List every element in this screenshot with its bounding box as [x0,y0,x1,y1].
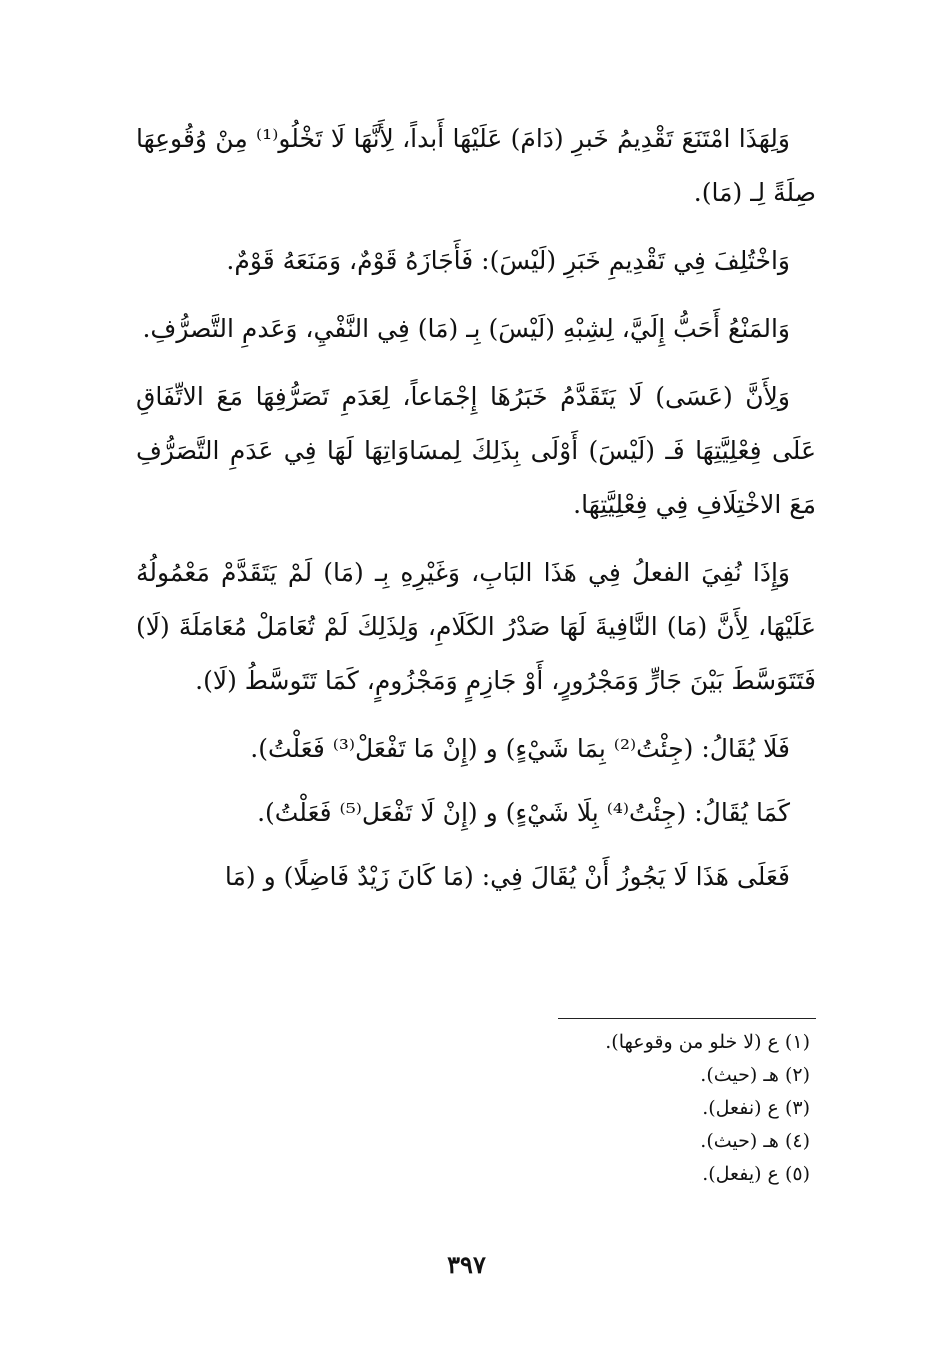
footnote-divider [558,1018,816,1019]
footnote-1: (١) ع (لا خلو من وقوعها). [605,1031,810,1053]
footnotes-block [440,1026,810,1191]
footnote-5: (٥) ع (يفعل). [702,1163,810,1185]
footnote-2: (٢) هـ (حيث). [700,1064,810,1086]
paragraph-1: وَلِهَذَا امْتَنَعَ تَقْدِيمُ خَبرِ (دَامَ) عَلَيْهَا أَبداً، لِأَنَّهَا لَا تَخْلُو⁽¹⁾ مِنْ وُقُوعِهَا صِلَةً لِـ (مَا). [136,124,816,207]
footnote-4: (٤) هـ (حيث). [700,1130,810,1152]
page-number: ٣٩٧ [447,1250,486,1279]
footnote-3: (٣) ع (نفعل). [702,1097,810,1119]
paragraph-3: وَالمَنْعُ أَحَبُّ إِلَيَّ، لِشِبْهِ (لَيْسَ) بِـ (مَا) فِي النَّفْيِ، وَعَدمِ التَّصرُّفِ. [142,314,790,343]
paragraph-6: فَلَا يُقَالُ: (جِئْتُ⁽²⁾ بِمَا شَيْءٍ) و (إِنْ مَا تَفْعَلْ⁽³⁾ فَعَلْتُ). [250,734,790,763]
paragraph-4: وَلِأَنَّ (عَسَى) لَا يَتَقَدَّمُ خَبَرُهَا إِجْمَاعاً، لِعَدَمِ تَصَرُّفِهَا مَعَ الاتِّفَاقِ عَلَى فِعْلِيَّتِهَا فَـ (لَيْسَ) أَوْلَى بِذَلِكَ لِمسَاوَاتِهَا لَهَا فِي عَدَمِ التَّصَرُّفِ مَعَ الاخْتِلَافِ فِي فِعْلِيَّتِهَا. [136,382,816,519]
paragraph-8: فَعَلَى هَذَا لَا يَجُوزُ أَنْ يُقَالَ فِي: (مَا كَانَ زَيْدٌ فَاضِلًا) و (مَا [224,862,790,891]
main-text-block [136,112,816,914]
paragraph-2: وَاخْتُلِفَ فِي تَقْدِيمِ خَبَرِ (لَيْسَ): فَأَجَازَهُ قَوْمٌ، وَمَنَعَهُ قَوْمٌ. [226,246,790,275]
paragraph-7: كَمَا يُقَالُ: (جِئْتُ⁽⁴⁾ بِلَا شَيْءٍ) و (إِنْ لَا تَفْعَل⁽⁵⁾ فَعَلْتُ). [257,798,790,827]
paragraph-5: وَإِذَا نُفِيَ الفعلُ فِي هَذَا البَابِ، وَغَيْرِهِ بِـ (مَا) لَمْ يَتَقَدَّمْ مَعْمُولُهُ عَلَيْهَا، لِأَنَّ (مَا) النَّافِيةَ لَهَا صَدْرُ الكَلَامِ، وَلِذَلِكَ لَمْ تُعَامَلْ مُعَامَلَةَ (لَا) فَتَتَوَسَّطَ بَيْنَ جَارٍّ وَمَجْرُورٍ، أَوْ جَازِمٍ وَمَجْزُومٍ، كَمَا تَتَوسَّطُ (لَا). [136,558,816,695]
